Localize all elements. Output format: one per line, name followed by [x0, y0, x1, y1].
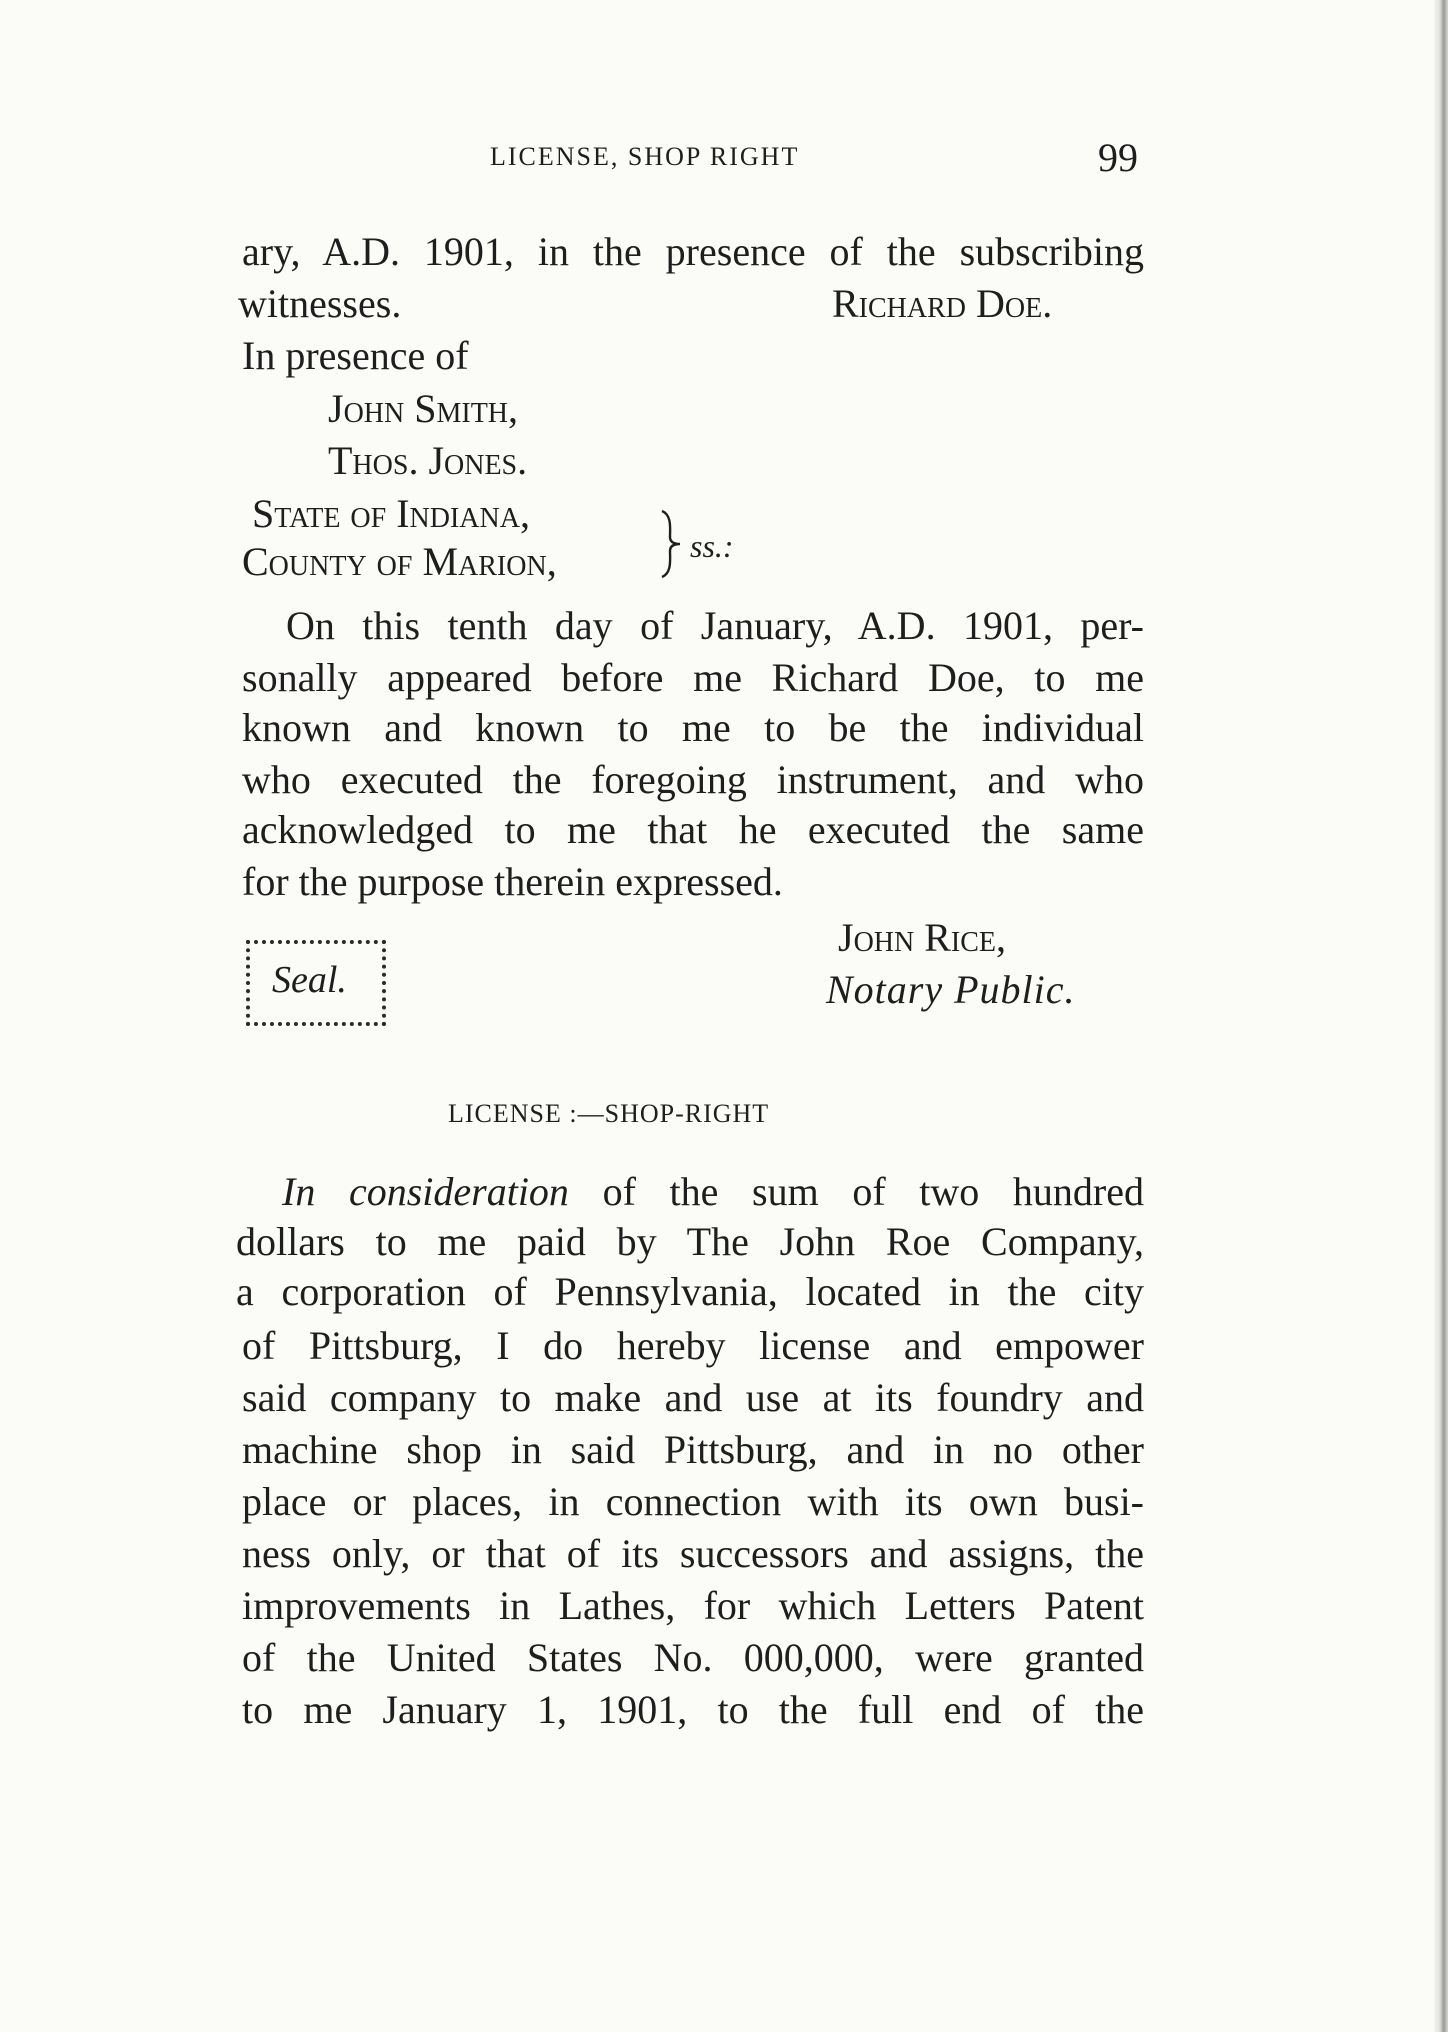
- witness-2: Thos. Jones.: [328, 438, 528, 483]
- running-title: LICENSE, SHOP RIGHT: [490, 142, 800, 171]
- license-line-2: dollars to me paid by The John Roe Company,: [236, 1219, 1144, 1264]
- notary-title: Notary Public.: [826, 967, 1076, 1012]
- seal-label: Seal.: [272, 959, 347, 1001]
- ack-line-3: known and known to me to be the individual: [242, 705, 1144, 750]
- ss-abbreviation: ss.:: [690, 528, 734, 564]
- witnesses-label: witnesses.: [238, 281, 402, 326]
- witness-1: John Smith,: [328, 386, 519, 431]
- page-edge: [1434, 0, 1448, 2032]
- license-line-4: of Pittsburg, I do hereby license and empower: [242, 1323, 1144, 1368]
- in-presence-of: In presence of: [242, 333, 469, 378]
- notary-name: John Rice,: [838, 915, 1007, 960]
- license-line-1: [282, 1169, 1144, 1214]
- license-line-3: a corporation of Pennsylvania, located in the city: [236, 1269, 1144, 1314]
- license-line-8: ness only, or that of its successors and assigns, the: [242, 1531, 1144, 1576]
- venue-county: County of Marion,: [242, 539, 557, 584]
- ack-line-6: for the purpose therein expressed.: [242, 859, 783, 904]
- attestation-line-1: ary, A.D. 1901, in the presence of the subscribing: [242, 229, 1144, 274]
- section-heading: LICENSE :—SHOP-RIGHT: [448, 1099, 770, 1128]
- ack-line-1: On this tenth day of January, A.D. 1901, per-: [286, 603, 1144, 648]
- license-line-10: of the United States No. 000,000, were granted: [242, 1635, 1144, 1680]
- page-number: 99: [1098, 135, 1138, 180]
- license-line-7: place or places, in connection with its own busi-: [242, 1479, 1144, 1524]
- license-line-1-rest: of the sum of two hundred: [568, 1169, 1144, 1214]
- venue-state: State of Indiana,: [252, 491, 530, 536]
- curly-brace-icon: [656, 509, 686, 579]
- ack-line-4: who executed the foregoing instrument, and who: [242, 757, 1144, 802]
- license-line-5: said company to make and use at its foundry and: [242, 1375, 1144, 1420]
- ack-line-5: acknowledged to me that he executed the same: [242, 807, 1144, 852]
- license-line-9: improvements in Lathes, for which Letters Patent: [242, 1583, 1144, 1628]
- ack-line-2: sonally appeared before me Richard Doe, to me: [242, 655, 1144, 700]
- signer-name: Richard Doe.: [832, 281, 1053, 326]
- license-lead-italic: In consideration: [282, 1169, 569, 1214]
- license-line-11: to me January 1, 1901, to the full end of the: [242, 1687, 1144, 1732]
- license-line-6: machine shop in said Pittsburg, and in no other: [242, 1427, 1144, 1472]
